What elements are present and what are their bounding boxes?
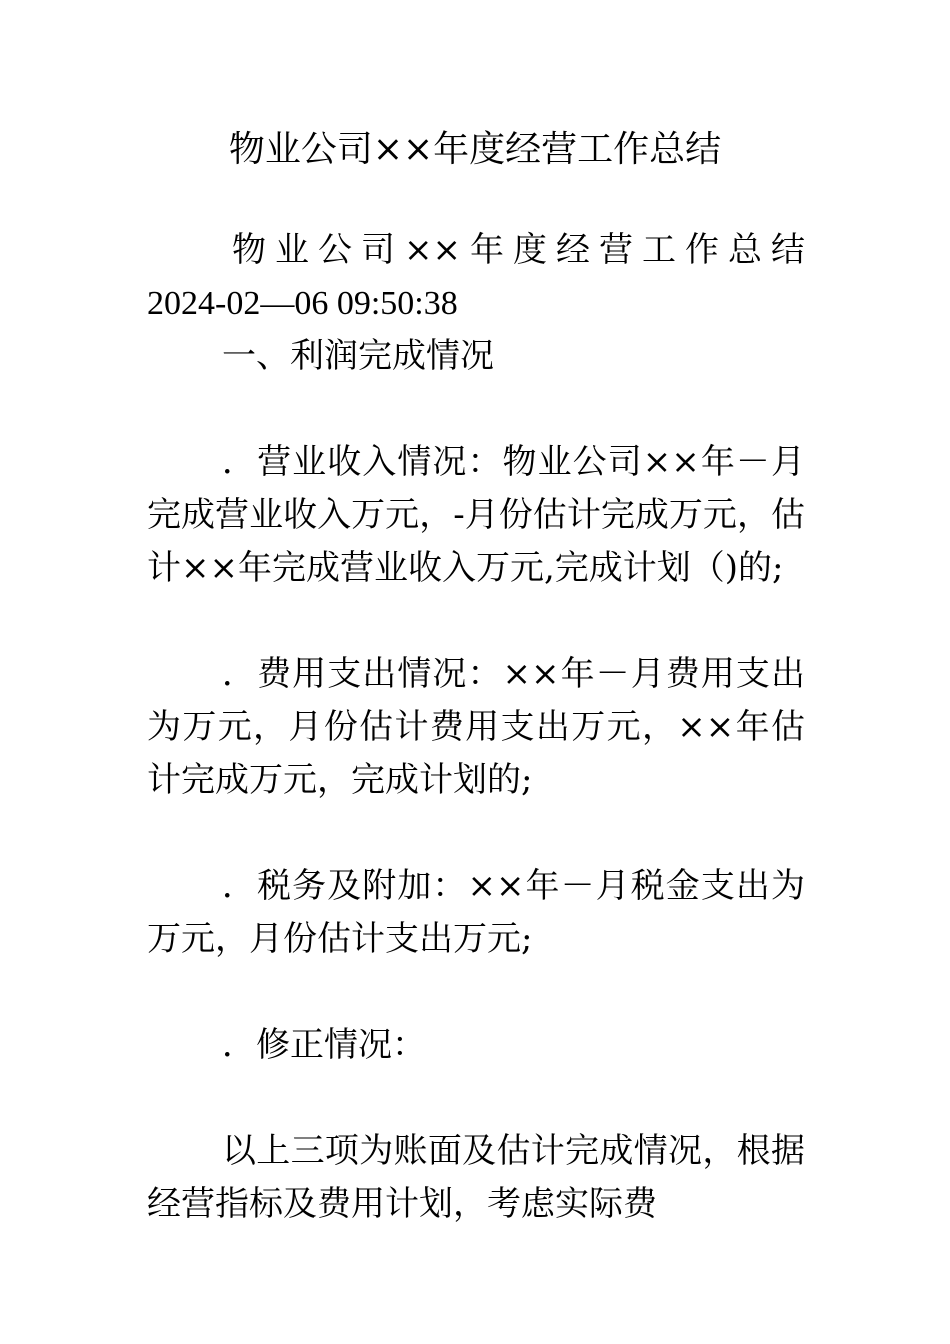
document-subtitle: 物业公司××年度经营工作总结 <box>232 230 805 270</box>
paragraph-spacer <box>147 807 805 860</box>
paragraph-spacer <box>147 1072 805 1125</box>
paragraph-taxes: ．税务及附加：××年－月税金支出为万元，月份估计支出万元; <box>147 866 805 959</box>
document-body <box>147 224 805 1231</box>
paragraph-expenses: ．费用支出情况：××年－月费用支出为万元，月份估计费用支出万元，××年估计完成万元，完成计划的; <box>147 654 805 800</box>
document-timestamp: 2024-02—06 09:50:38 <box>147 285 458 322</box>
paragraph-spacer <box>147 595 805 648</box>
section-heading: 一、利润完成情况 <box>222 336 494 376</box>
document-title: 物业公司××年度经营工作总结 <box>228 129 722 170</box>
paragraph-adjustments: ．修正情况： <box>222 1025 426 1065</box>
paragraph-spacer <box>147 966 805 1019</box>
paragraph-summary: 以上三项为账面及估计完成情况，根据经营指标及费用计划，考虑实际费 <box>147 1131 805 1224</box>
paragraph-revenue: ．营业收入情况：物业公司××年－月完成营业收入万元，-月份估计完成万元，估计××年完成营业收入万元,完成计划（)的; <box>147 442 805 588</box>
paragraph-spacer <box>147 383 805 436</box>
